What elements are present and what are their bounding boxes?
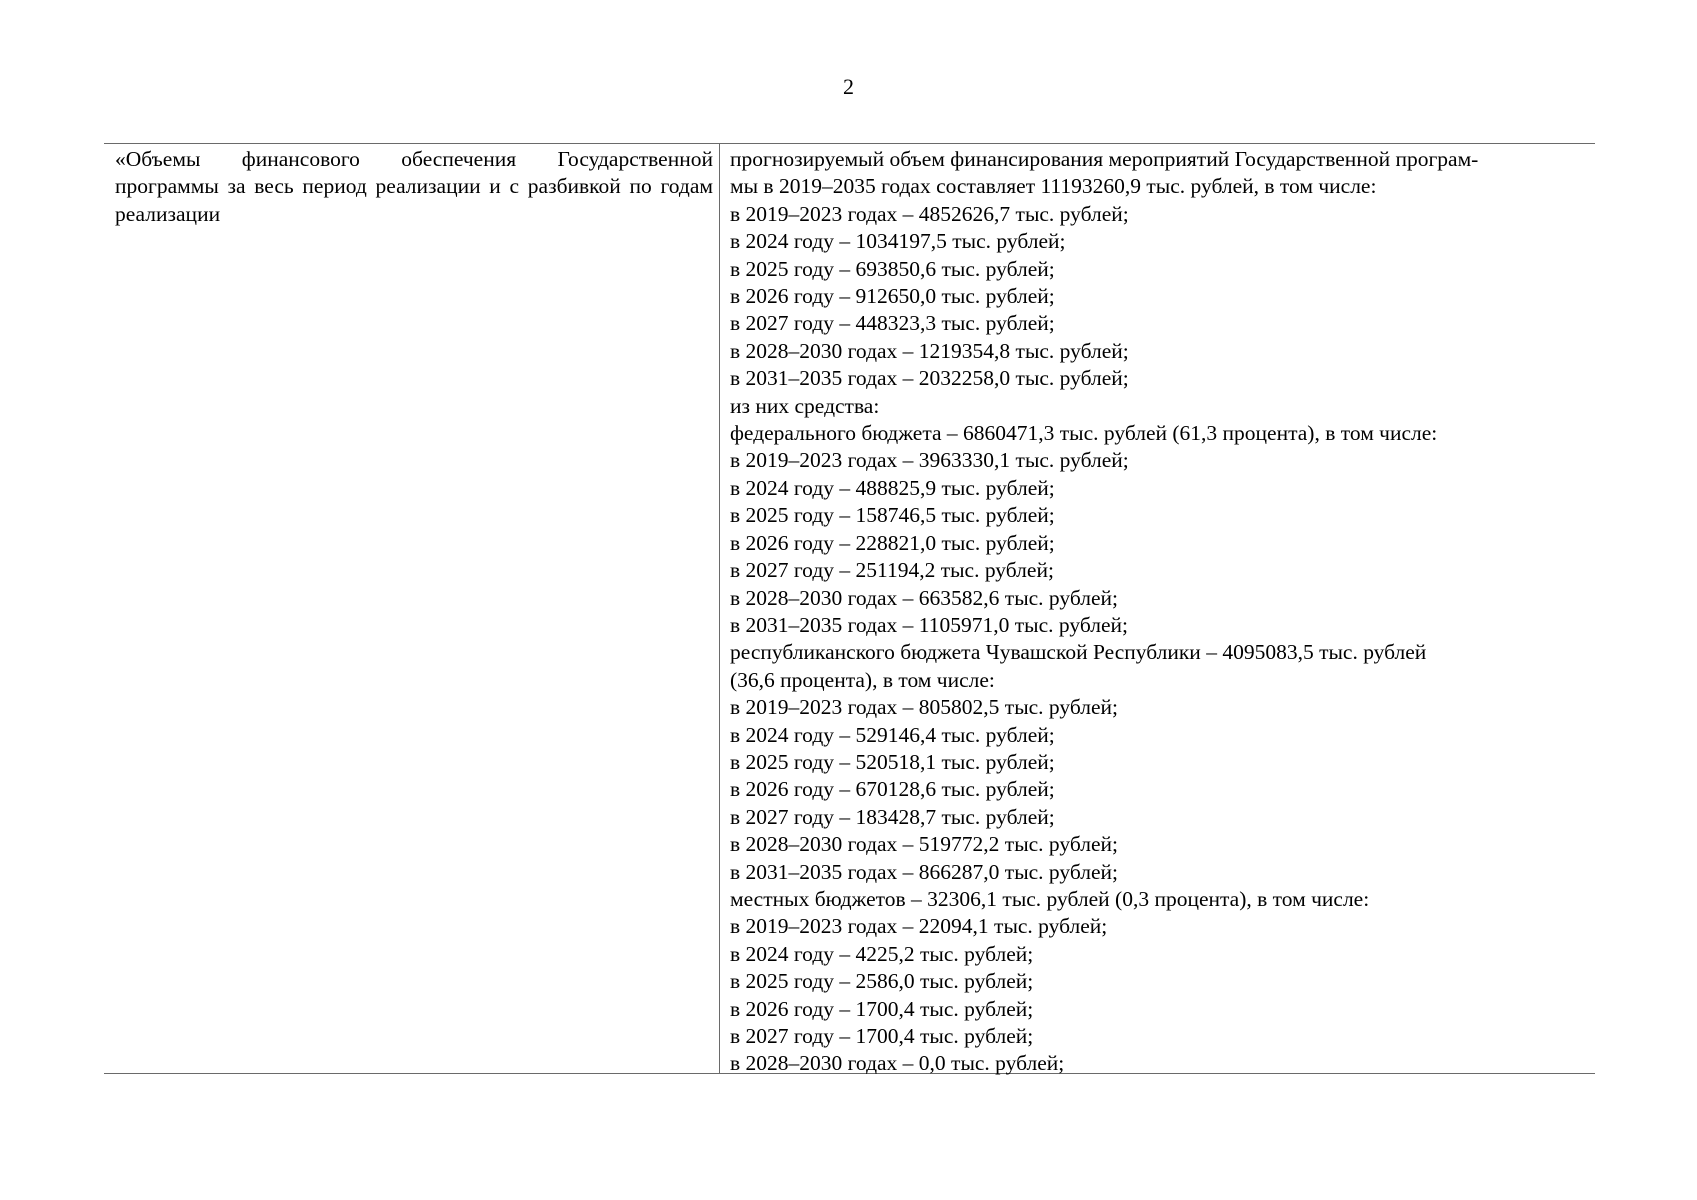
text-line: в 2031–2035 годах – 2032258,0 тыс. рублей; — [730, 366, 1129, 391]
text-line: в 2026 году – 912650,0 тыс. рублей; — [730, 284, 1055, 309]
text-line: в 2026 году – 228821,0 тыс. рублей; — [730, 530, 1055, 555]
text-line: в 2028–2030 годах – 1219354,8 тыс. рублей; — [730, 338, 1129, 363]
text-line: местных бюджетов – 32306,1 тыс. рублей (0,3 процента), в том числе: — [730, 886, 1370, 911]
text-line: в 2027 году – 183428,7 тыс. рублей; — [730, 804, 1055, 829]
text-line: в 2024 году – 4225,2 тыс. рублей; — [730, 941, 1034, 966]
text-line: прогнозируемый объем финансирования мероприятий Государственной програм- — [730, 147, 1479, 171]
text-line: в 2026 году – 670128,6 тыс. рублей; — [730, 777, 1055, 802]
text-line: (36,6 процента), в том числе: — [730, 667, 995, 692]
text-line: мы в 2019–2035 годах составляет 11193260,9 тыс. рублей, в том числе: — [730, 174, 1377, 199]
text-line: в 2024 году – 1034197,5 тыс. рублей; — [730, 229, 1066, 254]
text-line: в 2024 году – 529146,4 тыс. рублей; — [730, 722, 1055, 747]
page-number: 2 — [843, 74, 854, 99]
table-cell-heading: «Объемы финансового обеспечения Государственной программы за весь период реализации и с разбивкой по годам реализации — [104, 144, 720, 1073]
text-line: республиканского бюджета Чувашской Республики – 4095083,5 тыс. рублей — [730, 640, 1427, 665]
text-line: из них средства: — [730, 393, 880, 418]
text-line: в 2028–2030 годах – 663582,6 тыс. рублей; — [730, 585, 1119, 610]
text-line: в 2028–2030 годах – 0,0 тыс. рублей; — [730, 1051, 1065, 1076]
table-cell-content — [720, 144, 1595, 1076]
text-line: в 2025 году – 520518,1 тыс. рублей; — [730, 749, 1055, 774]
text-line: в 2019–2023 годах – 22094,1 тыс. рублей; — [730, 914, 1108, 939]
text-line: в 2027 году – 251194,2 тыс. рублей; — [730, 558, 1054, 583]
text-line: в 2026 году – 1700,4 тыс. рублей; — [730, 996, 1034, 1021]
text-line: в 2027 году – 1700,4 тыс. рублей; — [730, 1024, 1034, 1048]
text-line: в 2019–2023 годах – 805802,5 тыс. рублей; — [730, 695, 1119, 720]
text-line: в 2025 году – 2586,0 тыс. рублей; — [730, 969, 1034, 994]
text-line: в 2031–2035 годах – 866287,0 тыс. рублей; — [730, 859, 1119, 884]
text-line: в 2031–2035 годах – 1105971,0 тыс. рублей; — [730, 612, 1128, 637]
text-line: в 2019–2023 годах – 3963330,1 тыс. рублей; — [730, 448, 1129, 473]
text-line: в 2024 году – 488825,9 тыс. рублей; — [730, 475, 1055, 500]
text-line: в 2025 году – 158746,5 тыс. рублей; — [730, 503, 1055, 528]
text-line: в 2019–2023 годах – 4852626,7 тыс. рублей; — [730, 201, 1129, 226]
text-line: в 2025 году – 693850,6 тыс. рублей; — [730, 256, 1055, 281]
text-line: в 2028–2030 годах – 519772,2 тыс. рублей; — [730, 832, 1119, 857]
text-line: в 2027 году – 448323,3 тыс. рублей; — [730, 311, 1055, 336]
financing-table — [104, 143, 1595, 1074]
text-line: федерального бюджета – 6860471,3 тыс. рублей (61,3 процента), в том числе: — [730, 421, 1438, 446]
